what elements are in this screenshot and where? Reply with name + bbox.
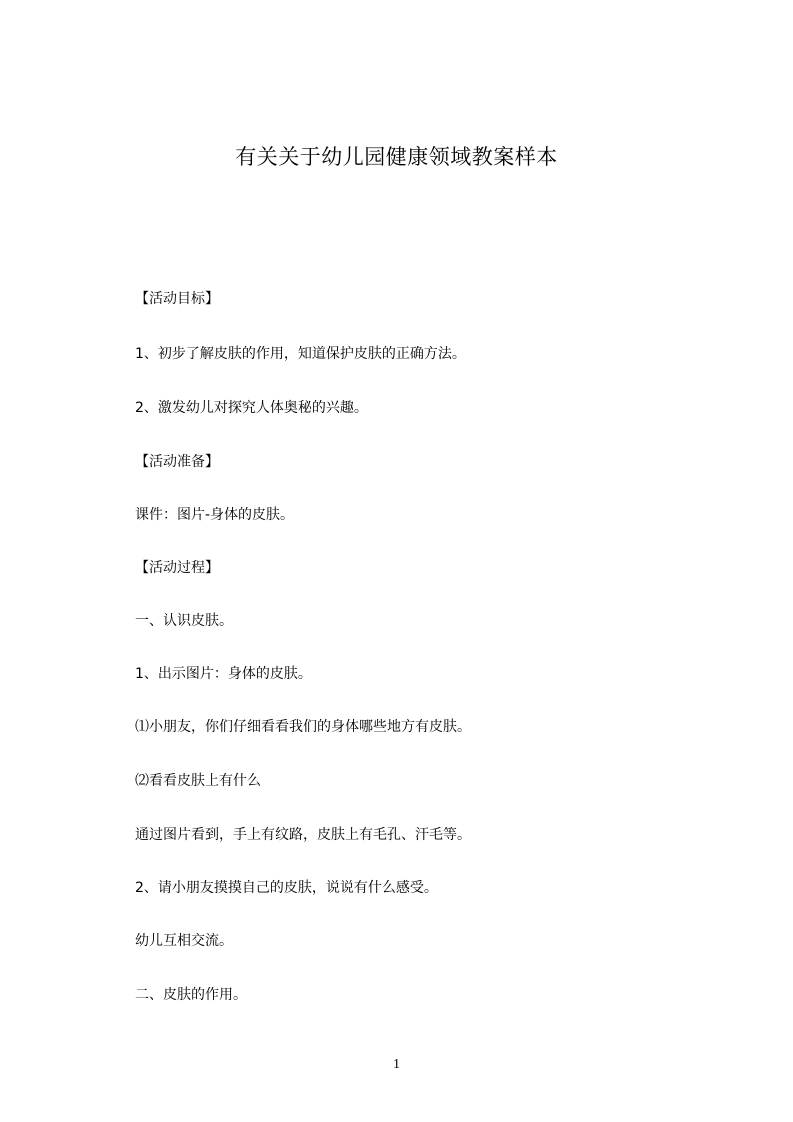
section-heading-goals: 【活动目标】 [135, 291, 219, 307]
paragraph: 课件：图片-身体的皮肤。 [135, 507, 295, 523]
paragraph: 一、认识皮肤。 [135, 613, 233, 629]
paragraph: 2、激发幼儿对探究人体奥秘的兴趣。 [135, 400, 368, 416]
section-heading-preparation: 【活动准备】 [135, 454, 219, 470]
paragraph: 幼儿互相交流。 [135, 933, 233, 949]
paragraph: 通过图片看到，手上有纹路，皮肤上有毛孔、汗毛等。 [135, 827, 471, 843]
paragraph: 2、请小朋友摸摸自己的皮肤，说说有什么感受。 [135, 880, 438, 896]
paragraph: 二、皮肤的作用。 [135, 987, 247, 1003]
paragraph: ⑵看看皮肤上有什么 [135, 773, 261, 789]
paragraph: 1、初步了解皮肤的作用，知道保护皮肤的正确方法。 [135, 346, 466, 362]
paragraph: ⑴小朋友，你们仔细看看我们的身体哪些地方有皮肤。 [135, 719, 471, 735]
section-heading-process: 【活动过程】 [135, 560, 219, 576]
page-number: 1 [393, 1057, 400, 1072]
paragraph: 1、出示图片：身体的皮肤。 [135, 666, 312, 682]
document-title: 有关关于幼儿园健康领域教案样本 [235, 145, 558, 169]
